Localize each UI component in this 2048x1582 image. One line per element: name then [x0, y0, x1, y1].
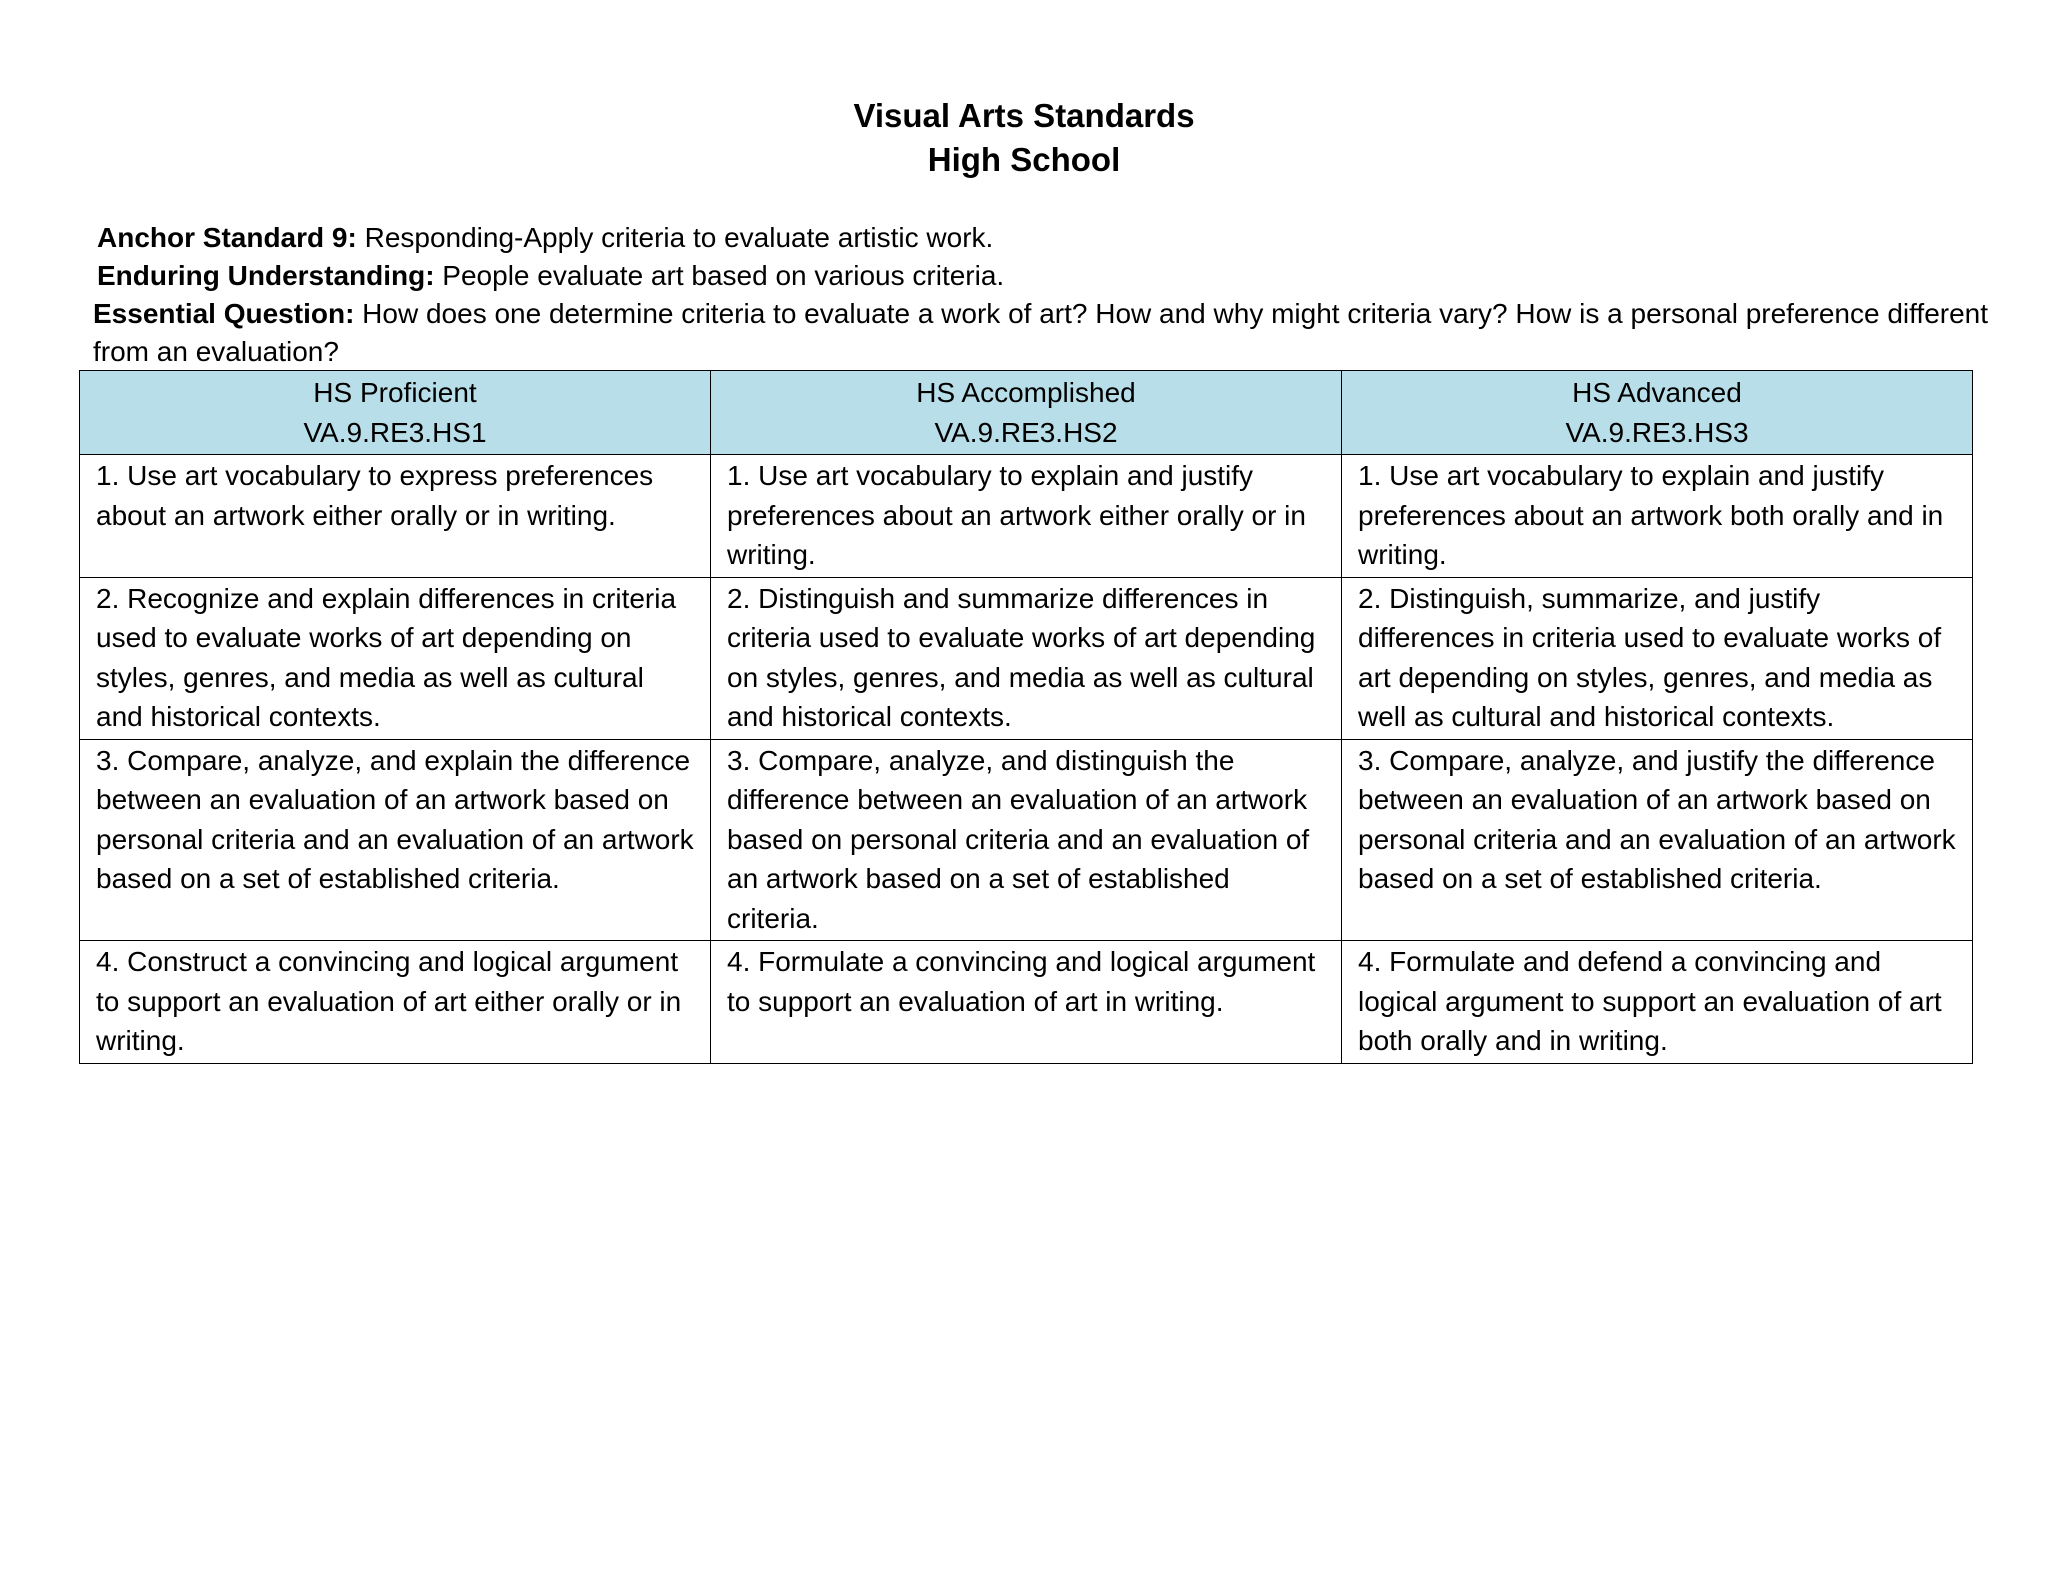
table-cell: 1. Use art vocabulary to explain and justify preferences about an artwork either orally or in writing.: [711, 455, 1342, 578]
essential-question-text: How does one determine criteria to evaluate a work of art? How and why might criteria vary? How is a personal preference different from an evaluation?: [93, 298, 1989, 367]
enduring-understanding: [97, 257, 1004, 295]
table-cell: 1. Use art vocabulary to express preferences about an artwork either orally or in writing.: [80, 455, 711, 578]
table-cell: 2. Recognize and explain differences in criteria used to evaluate works of art depending on styles, genres, and media as well as cultural and historical contexts.: [80, 577, 711, 739]
essential-question-label: Essential Question:: [93, 298, 355, 329]
table-row: [80, 455, 1973, 578]
enduring-understanding-text: People evaluate art based on various criteria.: [434, 260, 1005, 291]
column-header-advanced: [1342, 371, 1973, 455]
column-header-accomplished: [711, 371, 1342, 455]
essential-question: [93, 295, 1993, 371]
anchor-standard-label: Anchor Standard 9:: [97, 222, 357, 253]
table-cell: 4. Formulate and defend a convincing and logical argument to support an evaluation of art both orally and in writing.: [1342, 941, 1973, 1064]
page-title: Visual Arts Standards: [853, 97, 1195, 134]
enduring-understanding-label: Enduring Understanding:: [97, 260, 435, 291]
page-subtitle: High School: [927, 141, 1121, 178]
column-code: VA.9.RE3.HS1: [303, 416, 487, 448]
table-cell: 2. Distinguish, summarize, and justify differences in criteria used to evaluate works of art depending on styles, genres, and media as well as cultural and historical contexts.: [1342, 577, 1973, 739]
table-cell: 1. Use art vocabulary to explain and justify preferences about an artwork both orally and in writing.: [1342, 455, 1973, 578]
table-cell: 3. Compare, analyze, and distinguish the difference between an evaluation of an artwork based on personal criteria and an evaluation of an artwork based on a set of established criteria.: [711, 739, 1342, 941]
standards-table: [79, 370, 1973, 1064]
column-level: HS Advanced: [1572, 377, 1742, 408]
table-row: [80, 577, 1973, 739]
column-level: HS Accomplished: [916, 377, 1136, 408]
table-header-row: [80, 371, 1973, 455]
anchor-standard-text: Responding-Apply criteria to evaluate artistic work.: [356, 222, 994, 253]
column-header-proficient: [80, 371, 711, 455]
column-level: HS Proficient: [313, 377, 477, 408]
table-row: [80, 739, 1973, 941]
table-row: [80, 941, 1973, 1064]
table-cell: 2. Distinguish and summarize differences in criteria used to evaluate works of art depending on styles, genres, and media as well as cultural and historical contexts.: [711, 577, 1342, 739]
table-cell: 3. Compare, analyze, and explain the difference between an evaluation of an artwork based on personal criteria and an evaluation of an artwork based on a set of established criteria.: [80, 739, 711, 941]
column-code: VA.9.RE3.HS2: [934, 416, 1118, 448]
column-code: VA.9.RE3.HS3: [1565, 416, 1749, 448]
table-cell: 4. Formulate a convincing and logical argument to support an evaluation of art in writing.: [711, 941, 1342, 1064]
anchor-standard: [97, 219, 993, 257]
table-cell: 3. Compare, analyze, and justify the difference between an evaluation of an artwork based on personal criteria and an evaluation of an artwork based on a set of established criteria.: [1342, 739, 1973, 941]
table-cell: 4. Construct a convincing and logical argument to support an evaluation of art either orally or in writing.: [80, 941, 711, 1064]
